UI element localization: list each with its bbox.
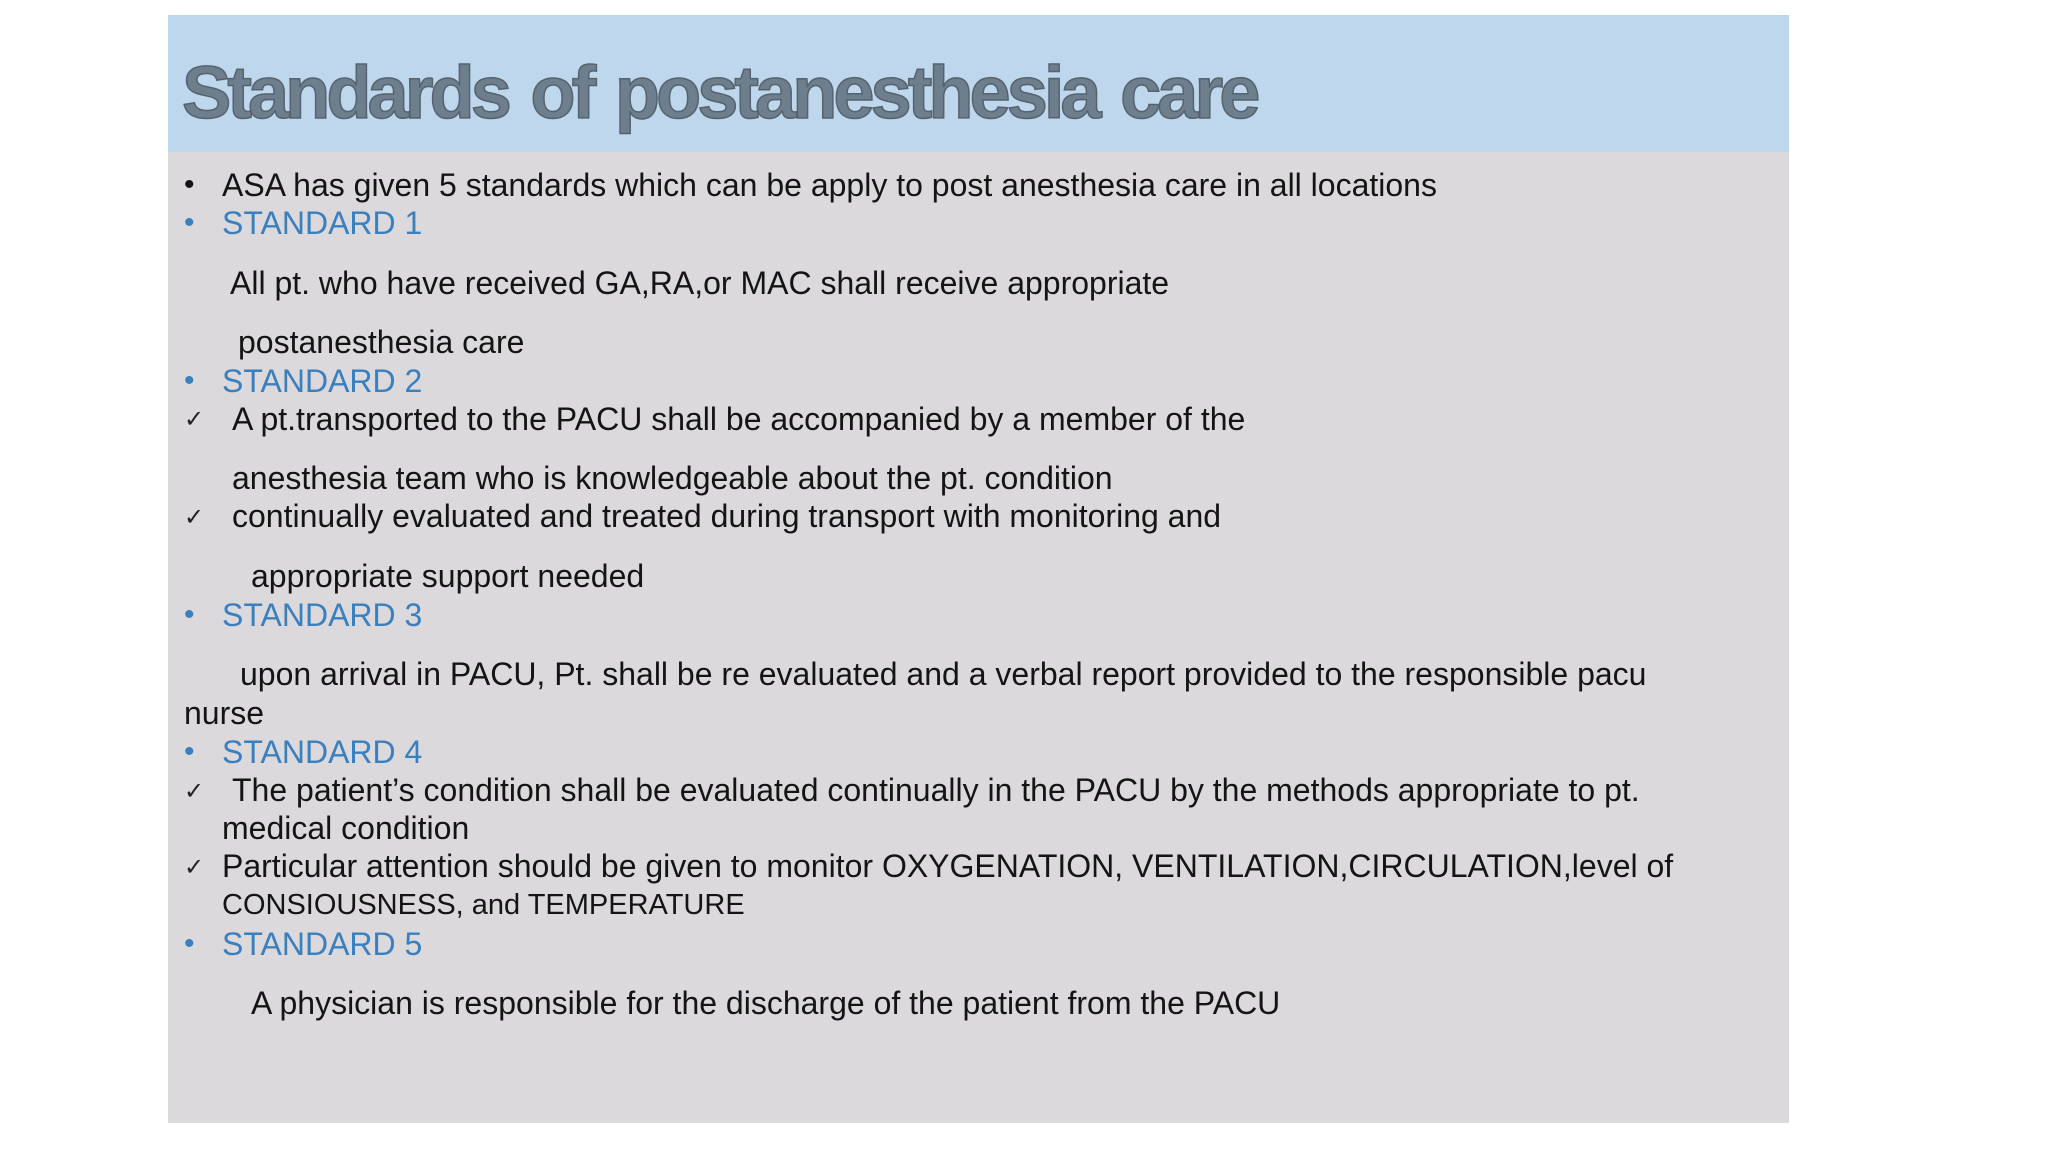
check-icon: ✓	[184, 854, 205, 881]
check-icon: ✓	[184, 504, 205, 531]
standard-4-text-cont: medical condition	[222, 810, 470, 846]
standard-1-heading: STANDARD 1	[222, 205, 423, 241]
bullet-icon: •	[184, 927, 195, 960]
bullet-icon: •	[184, 735, 195, 768]
standard-1-text-cont: postanesthesia care	[238, 324, 525, 360]
standard-4-text-2: Particular attention should be given to monitor OXYGENATION, VENTILATION,CIRCULATION,level of	[222, 848, 1674, 884]
bullet-icon: •	[184, 206, 195, 239]
standard-2-text-2: continually evaluated and treated during transport with monitoring and	[232, 498, 1222, 534]
standard-2-heading: STANDARD 2	[222, 363, 423, 399]
standard-2-text-cont: anesthesia team who is knowledgeable about the pt. condition	[232, 460, 1113, 496]
standard-3-text-cont: nurse	[184, 695, 265, 731]
intro-text: ASA has given 5 standards which can be apply to post anesthesia care in all locations	[222, 167, 1437, 203]
standard-4-heading: STANDARD 4	[222, 734, 423, 770]
check-icon: ✓	[184, 406, 205, 433]
slide-title: Standards of postanesthesia care	[182, 51, 1257, 134]
bullet-icon: •	[184, 168, 195, 201]
standard-4-text: The patient’s condition shall be evaluated continually in the PACU by the methods appropriate to pt.	[232, 772, 1640, 808]
standard-2-text-2-cont: appropriate support needed	[251, 558, 645, 594]
title-bar	[168, 15, 1789, 152]
standard-2-text: A pt.transported to the PACU shall be accompanied by a member of the	[232, 401, 1246, 437]
standard-5-heading: STANDARD 5	[222, 926, 423, 962]
standard-5-text: A physician is responsible for the discharge of the patient from the PACU	[251, 985, 1281, 1021]
standard-4-text-2-cont: CONSIOUSNESS, and TEMPERATURE	[222, 889, 745, 921]
bullet-icon: •	[184, 364, 195, 397]
bullet-icon: •	[184, 598, 195, 631]
standard-3-heading: STANDARD 3	[222, 597, 423, 633]
check-icon: ✓	[184, 778, 205, 805]
standard-3-text: upon arrival in PACU, Pt. shall be re evaluated and a verbal report provided to the responsible pacu	[240, 656, 1647, 692]
standard-1-text: All pt. who have received GA,RA,or MAC shall receive appropriate	[230, 265, 1170, 301]
